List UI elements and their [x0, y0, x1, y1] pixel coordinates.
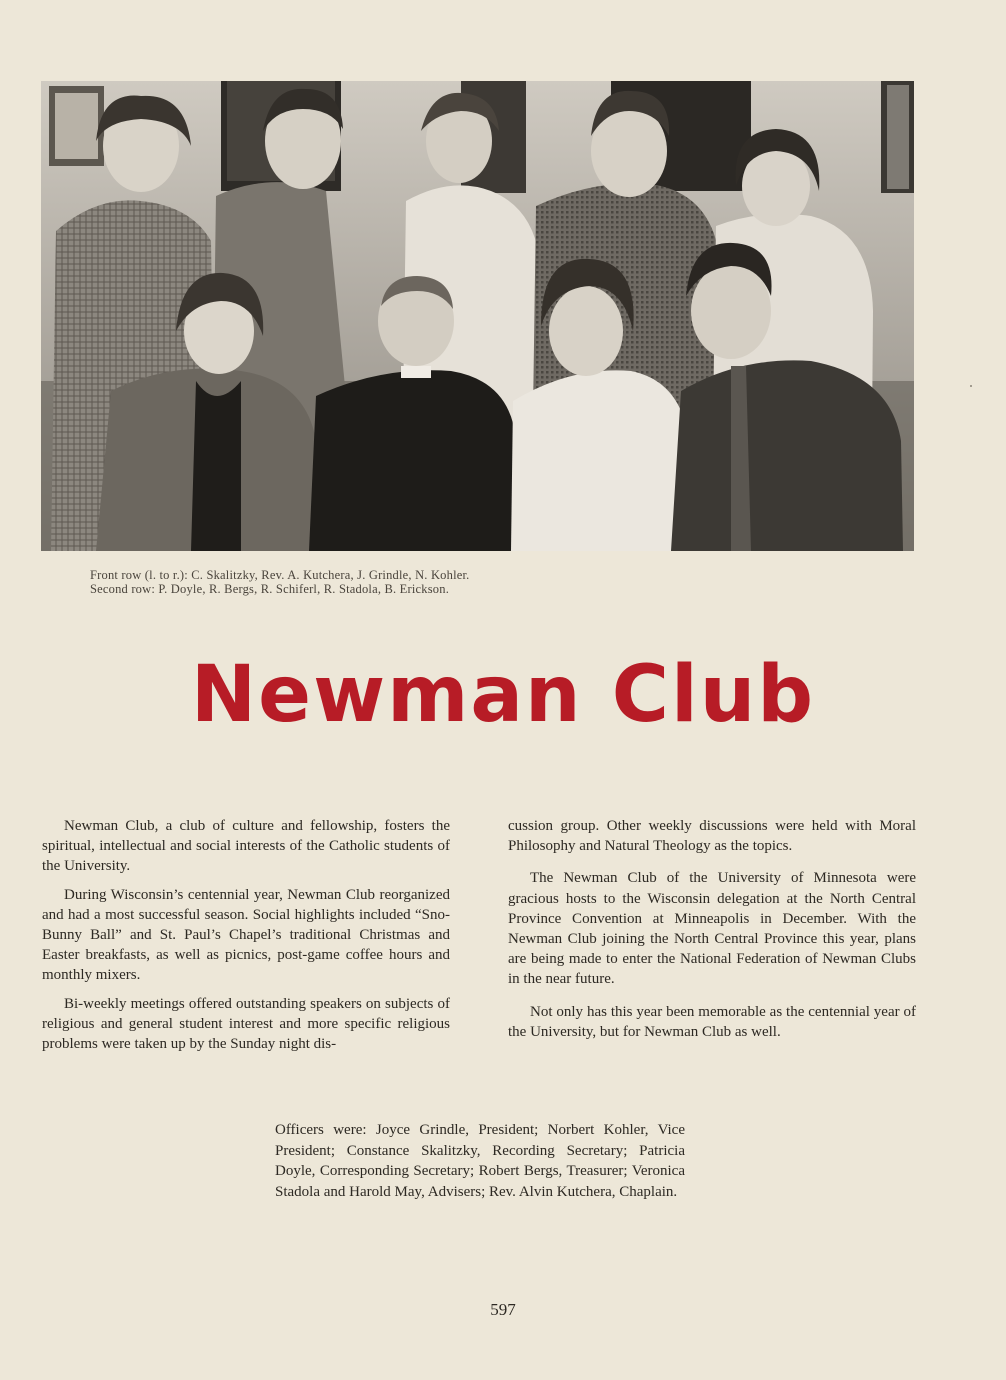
paper-speck — [970, 385, 972, 387]
page-title: Newman Club — [190, 650, 816, 740]
left-text-column — [42, 816, 450, 1062]
paragraph: Newman Club, a club of culture and fellowship, fosters the spiritual, intellectual and social interests of the Catholic students of the University. — [42, 818, 450, 875]
group-portrait-photo — [41, 81, 914, 551]
paragraph: Not only has this year been memorable as the centennial year of the University, but for Newman Club as well. — [508, 1003, 916, 1040]
group-photo-illustration — [41, 81, 914, 551]
caption-second-row: Second row: P. Doyle, R. Bergs, R. Schiferl, R. Stadola, B. Erickson. — [90, 582, 450, 596]
paragraph: cussion group. Other weekly discussions were held with Moral Philosophy and Natural Theology as the topics. — [508, 818, 916, 855]
paragraph: Bi-weekly meetings offered outstanding speakers on subjects of religious and general student interest and more specific religious problems were taken up by the Sunday night dis- — [42, 995, 450, 1053]
caption-front-row: Front row (l. to r.): C. Skalitzky, Rev. A. Kutchera, J. Grindle, N. Kohler. — [90, 568, 470, 582]
officers-list: Officers were: Joyce Grindle, President; Norbert Kohler, Vice President; Constance Skalitzky, Recording Secretary; Patricia Doyle, Corresponding Secretary; Robert Bergs, Treasurer; Veronica Stadola and Harold May, Advisers; Rev. Alvin Kutchera, Chaplain. — [275, 1122, 685, 1200]
paragraph: During Wisconsin’s centennial year, Newman Club reorganized and had a most successful season. Social highlights included “Sno-Bunny Ball” and St. Paul’s Chapel’s traditional Christmas and Easter breakfasts, as well as picnics, post-game coffee hours and monthly mixers. — [42, 886, 450, 984]
page-number: 597 — [490, 1300, 516, 1319]
paragraph: The Newman Club of the University of Minnesota were gracious hosts to the Wisconsin delegation at the North Central Province Convention at Minneapolis in December. With the Newman Club joining the North Central Province this year, plans are being made to enter the National Federation of Newman Clubs in the near future. — [508, 870, 916, 988]
photo-caption — [90, 568, 470, 596]
right-text-column — [508, 816, 916, 1054]
